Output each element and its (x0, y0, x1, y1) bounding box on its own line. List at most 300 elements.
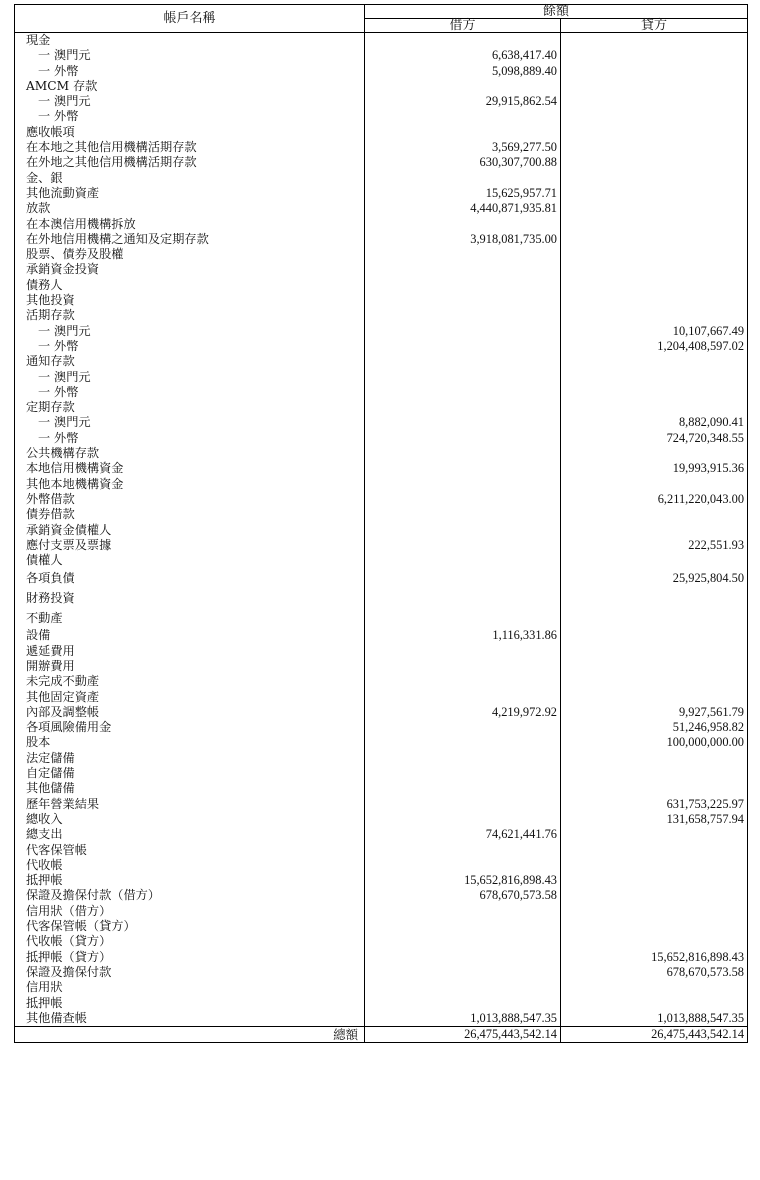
credit-amount (561, 996, 748, 1011)
account-name (15, 278, 365, 293)
credit-amount (561, 232, 748, 247)
debit-amount (365, 766, 561, 781)
debit-amount (365, 751, 561, 766)
table-row (15, 400, 748, 415)
credit-amount (561, 904, 748, 919)
account-name-label: 各項負債 (26, 571, 75, 586)
debit-amount (365, 33, 561, 49)
debit-amount (365, 171, 561, 186)
debit-amount: 3,918,081,735.00 (365, 232, 561, 247)
credit-header: 貸方 (561, 19, 748, 33)
account-name-label: 一 澳門元 (38, 94, 91, 109)
debit-amount (365, 354, 561, 369)
debit-amount (365, 507, 561, 522)
credit-amount (561, 690, 748, 705)
credit-amount (561, 64, 748, 79)
credit-amount (561, 608, 748, 628)
credit-amount (561, 659, 748, 674)
credit-amount (561, 888, 748, 903)
table-row (15, 797, 748, 812)
table-row (15, 934, 748, 949)
table-row (15, 538, 748, 553)
account-name-label: 代收帳 (26, 857, 63, 872)
table-row (15, 996, 748, 1011)
table-row (15, 608, 748, 628)
account-name-label: 其他儲備 (26, 781, 75, 796)
credit-amount (561, 125, 748, 140)
account-name (15, 919, 365, 934)
table-row (15, 461, 748, 476)
account-name (15, 247, 365, 262)
account-name-label: 歷年營業結果 (26, 796, 100, 811)
debit-amount: 678,670,573.58 (365, 888, 561, 903)
credit-amount: 724,720,348.55 (561, 431, 748, 446)
table-row (15, 751, 748, 766)
table-row (15, 690, 748, 705)
account-name (15, 735, 365, 750)
table-row (15, 812, 748, 827)
account-name (15, 766, 365, 781)
debit-amount: 6,638,417.40 (365, 48, 561, 63)
debit-amount (365, 980, 561, 995)
account-name-label: 一 澳門元 (38, 369, 91, 384)
credit-amount (561, 201, 748, 216)
account-name (15, 64, 365, 79)
debit-amount (365, 217, 561, 232)
credit-amount (561, 858, 748, 873)
account-name (15, 354, 365, 369)
account-name (15, 48, 365, 63)
credit-amount (561, 370, 748, 385)
debit-amount (365, 659, 561, 674)
debit-amount: 1,116,331.86 (365, 628, 561, 643)
account-name-label: 各項風險備用金 (26, 720, 112, 735)
account-name-label: 未完成不動產 (26, 674, 100, 689)
table-row (15, 48, 748, 63)
account-name (15, 1011, 365, 1027)
credit-amount (561, 33, 748, 49)
account-name-label: 債券借款 (26, 507, 75, 522)
account-name (15, 109, 365, 124)
debit-amount: 74,621,441.76 (365, 827, 561, 842)
credit-amount (561, 186, 748, 201)
debit-amount (365, 523, 561, 538)
account-name-label: 其他流動資產 (26, 185, 100, 200)
credit-amount (561, 751, 748, 766)
table-row (15, 324, 748, 339)
debit-amount (365, 446, 561, 461)
debit-amount (365, 293, 561, 308)
account-name-label: 在外地之其他信用機構活期存款 (26, 155, 197, 170)
account-name-label: 活期存款 (26, 308, 75, 323)
account-name-label: 保證及擔保付款（借方） (26, 888, 161, 903)
account-name (15, 262, 365, 277)
debit-amount (365, 644, 561, 659)
table-row (15, 155, 748, 170)
account-name (15, 186, 365, 201)
account-name (15, 155, 365, 170)
account-name (15, 217, 365, 232)
account-name-label: 股本 (26, 735, 51, 750)
debit-amount (365, 797, 561, 812)
account-name (15, 781, 365, 796)
credit-amount: 131,658,757.94 (561, 812, 748, 827)
debit-amount (365, 278, 561, 293)
credit-amount (561, 628, 748, 643)
debit-amount (365, 79, 561, 94)
credit-amount (561, 278, 748, 293)
debit-amount (365, 781, 561, 796)
account-name (15, 812, 365, 827)
credit-amount (561, 446, 748, 461)
account-name-label: 代收帳（貸方） (26, 934, 112, 949)
table-row (15, 385, 748, 400)
table-row (15, 553, 748, 568)
debit-amount (365, 262, 561, 277)
account-name-label: 在本澳信用機構拆放 (26, 216, 136, 231)
total-credit: 26,475,443,542.14 (561, 1027, 748, 1043)
table-row (15, 965, 748, 980)
credit-amount (561, 94, 748, 109)
debit-amount: 5,098,889.40 (365, 64, 561, 79)
table-row (15, 827, 748, 842)
account-name-label: 金、銀 (26, 170, 63, 185)
account-name-label: 抵押帳 (26, 995, 63, 1010)
table-row (15, 523, 748, 538)
account-name (15, 858, 365, 873)
credit-amount (561, 354, 748, 369)
table-row (15, 781, 748, 796)
credit-amount: 6,211,220,043.00 (561, 492, 748, 507)
account-name-label: 承銷資金投資 (26, 262, 100, 277)
total-row (15, 1027, 748, 1043)
debit-amount (365, 965, 561, 980)
credit-amount (561, 262, 748, 277)
account-name-label: 本地信用機構資金 (26, 461, 124, 476)
credit-amount: 1,204,408,597.02 (561, 339, 748, 354)
credit-amount (561, 827, 748, 842)
account-name-label: 其他本地機構資金 (26, 476, 124, 491)
debit-amount (365, 308, 561, 323)
account-name-label: 信用狀（借方） (26, 903, 112, 918)
debit-amount (365, 690, 561, 705)
credit-amount: 10,107,667.49 (561, 324, 748, 339)
table-row (15, 109, 748, 124)
credit-amount (561, 79, 748, 94)
table-row (15, 674, 748, 689)
account-name-label: 一 外幣 (38, 384, 79, 399)
table-row (15, 171, 748, 186)
debit-amount (365, 674, 561, 689)
account-name (15, 79, 365, 94)
account-name (15, 720, 365, 735)
credit-amount: 9,927,561.79 (561, 705, 748, 720)
account-name-label: 在外地信用機構之通知及定期存款 (26, 231, 209, 246)
credit-amount (561, 140, 748, 155)
account-name-label: 遞延費用 (26, 643, 75, 658)
account-name (15, 324, 365, 339)
account-name (15, 293, 365, 308)
debit-amount (365, 812, 561, 827)
account-name (15, 538, 365, 553)
debit-amount (365, 608, 561, 628)
account-name (15, 980, 365, 995)
table-row (15, 492, 748, 507)
account-name (15, 507, 365, 522)
debit-header: 借方 (365, 19, 561, 33)
account-name (15, 996, 365, 1011)
table-row (15, 431, 748, 446)
table-row (15, 415, 748, 430)
debit-amount (365, 934, 561, 949)
account-name-label: 債權人 (26, 553, 63, 568)
account-name-label: 一 澳門元 (38, 323, 91, 338)
account-name-label: 內部及調整帳 (26, 704, 100, 719)
debit-amount: 15,652,816,898.43 (365, 873, 561, 888)
account-name (15, 659, 365, 674)
account-name-label: 股票、債券及股權 (26, 247, 124, 262)
account-name (15, 461, 365, 476)
account-name-label: 其他固定資產 (26, 689, 100, 704)
account-rows (15, 33, 748, 1027)
debit-amount (365, 538, 561, 553)
credit-amount (561, 919, 748, 934)
account-name-label: 不動產 (26, 611, 63, 626)
credit-amount: 8,882,090.41 (561, 415, 748, 430)
balance-header: 餘額 (365, 5, 748, 19)
account-name (15, 370, 365, 385)
account-name-label: 總收入 (26, 811, 63, 826)
account-name (15, 628, 365, 643)
table-row (15, 354, 748, 369)
account-name-label: 一 外幣 (38, 430, 79, 445)
credit-amount: 25,925,804.50 (561, 568, 748, 588)
table-row (15, 843, 748, 858)
table-row (15, 339, 748, 354)
credit-amount: 51,246,958.82 (561, 720, 748, 735)
debit-amount (365, 477, 561, 492)
account-name (15, 965, 365, 980)
account-name (15, 33, 365, 49)
table-row (15, 766, 748, 781)
debit-amount (365, 588, 561, 608)
account-name-label: 開辦費用 (26, 658, 75, 673)
trial-balance-sheet (14, 4, 747, 1043)
table-row (15, 125, 748, 140)
credit-amount (561, 873, 748, 888)
credit-amount (561, 48, 748, 63)
table-row (15, 980, 748, 995)
account-name (15, 232, 365, 247)
account-name-label: 一 澳門元 (38, 415, 91, 430)
account-name-label: 通知存款 (26, 354, 75, 369)
table-row (15, 858, 748, 873)
account-name-label: 應付支票及票據 (26, 537, 112, 552)
table-row (15, 507, 748, 522)
table-row (15, 247, 748, 262)
debit-amount (365, 919, 561, 934)
account-name-label: 總支出 (26, 827, 63, 842)
account-name (15, 553, 365, 568)
total-label: 總額 (15, 1027, 365, 1043)
credit-amount (561, 400, 748, 415)
debit-amount (365, 431, 561, 446)
debit-amount (365, 720, 561, 735)
table-row (15, 232, 748, 247)
table-row (15, 64, 748, 79)
account-name (15, 339, 365, 354)
debit-amount (365, 904, 561, 919)
account-name (15, 873, 365, 888)
account-name-label: 定期存款 (26, 400, 75, 415)
table-row (15, 262, 748, 277)
account-name (15, 588, 365, 608)
debit-amount (365, 568, 561, 588)
account-name-label: 應收帳項 (26, 124, 75, 139)
debit-amount: 15,625,957.71 (365, 186, 561, 201)
account-name (15, 827, 365, 842)
table-row (15, 720, 748, 735)
account-name (15, 705, 365, 720)
credit-amount: 1,013,888,547.35 (561, 1011, 748, 1027)
account-name (15, 934, 365, 949)
table-row (15, 186, 748, 201)
account-name (15, 492, 365, 507)
credit-amount (561, 247, 748, 262)
table-row (15, 735, 748, 750)
table-row (15, 659, 748, 674)
table-row (15, 94, 748, 109)
account-name-label: AMCM 存款 (26, 78, 98, 93)
account-name (15, 385, 365, 400)
account-name (15, 751, 365, 766)
credit-amount (561, 523, 748, 538)
credit-amount (561, 588, 748, 608)
account-name-label: 設備 (26, 628, 51, 643)
credit-amount (561, 507, 748, 522)
debit-amount (365, 553, 561, 568)
table-row (15, 446, 748, 461)
debit-amount (365, 461, 561, 476)
table-row (15, 644, 748, 659)
credit-amount: 15,652,816,898.43 (561, 950, 748, 965)
account-name-label: 代客保管帳 (26, 842, 87, 857)
debit-amount: 3,569,277.50 (365, 140, 561, 155)
debit-amount (365, 950, 561, 965)
account-name-label: 一 澳門元 (38, 48, 91, 63)
account-name-label: 其他備查帳 (26, 1010, 87, 1025)
account-name-header: 帳戶名稱 (15, 5, 365, 33)
account-name-label: 代客保管帳（貸方） (26, 919, 136, 934)
credit-amount (561, 934, 748, 949)
credit-amount (561, 781, 748, 796)
account-name (15, 415, 365, 430)
account-name-label: 法定儲備 (26, 750, 75, 765)
account-name (15, 446, 365, 461)
account-name-label: 抵押帳（貸方） (26, 949, 112, 964)
account-name-label: 抵押帳 (26, 873, 63, 888)
account-name-label: 債務人 (26, 277, 63, 292)
table-row (15, 201, 748, 216)
account-name-label: 自定儲備 (26, 766, 75, 781)
account-name (15, 308, 365, 323)
table-row (15, 873, 748, 888)
table-row (15, 33, 748, 49)
debit-amount (365, 324, 561, 339)
debit-amount (365, 109, 561, 124)
debit-amount (365, 858, 561, 873)
table-row (15, 628, 748, 643)
table-row (15, 308, 748, 323)
account-name (15, 644, 365, 659)
credit-amount (561, 843, 748, 858)
table-row (15, 278, 748, 293)
credit-amount (561, 766, 748, 781)
debit-amount (365, 735, 561, 750)
account-name (15, 950, 365, 965)
debit-amount (365, 996, 561, 1011)
table-row (15, 950, 748, 965)
account-name (15, 797, 365, 812)
table-row (15, 568, 748, 588)
account-name (15, 523, 365, 538)
credit-amount: 631,753,225.97 (561, 797, 748, 812)
account-name-label: 外幣借款 (26, 491, 75, 506)
credit-amount (561, 293, 748, 308)
debit-amount (365, 400, 561, 415)
trial-balance-table (14, 4, 748, 1043)
table-row (15, 293, 748, 308)
account-name (15, 477, 365, 492)
account-name (15, 568, 365, 588)
account-name-label: 保證及擔保付款 (26, 964, 112, 979)
credit-amount: 19,993,915.36 (561, 461, 748, 476)
debit-amount: 1,013,888,547.35 (365, 1011, 561, 1027)
account-name-label: 一 外幣 (38, 109, 79, 124)
table-row (15, 477, 748, 492)
credit-amount (561, 217, 748, 232)
account-name (15, 94, 365, 109)
credit-amount (561, 109, 748, 124)
account-name (15, 608, 365, 628)
account-name (15, 888, 365, 903)
table-row (15, 1011, 748, 1027)
credit-amount (561, 155, 748, 170)
debit-amount (365, 125, 561, 140)
account-name-label: 信用狀 (26, 980, 63, 995)
account-name-label: 在本地之其他信用機構活期存款 (26, 140, 197, 155)
debit-amount: 4,219,972.92 (365, 705, 561, 720)
table-row (15, 370, 748, 385)
credit-amount (561, 308, 748, 323)
credit-amount (561, 477, 748, 492)
debit-amount (365, 843, 561, 858)
account-name (15, 171, 365, 186)
table-row (15, 888, 748, 903)
credit-amount: 100,000,000.00 (561, 735, 748, 750)
account-name-label: 其他投資 (26, 293, 75, 308)
credit-amount (561, 980, 748, 995)
account-name (15, 140, 365, 155)
debit-amount (365, 247, 561, 262)
credit-amount: 222,551.93 (561, 538, 748, 553)
debit-amount (365, 370, 561, 385)
account-name (15, 690, 365, 705)
debit-amount (365, 415, 561, 430)
account-name-label: 現金 (26, 33, 51, 47)
credit-amount (561, 674, 748, 689)
account-name-label: 一 外幣 (38, 63, 79, 78)
